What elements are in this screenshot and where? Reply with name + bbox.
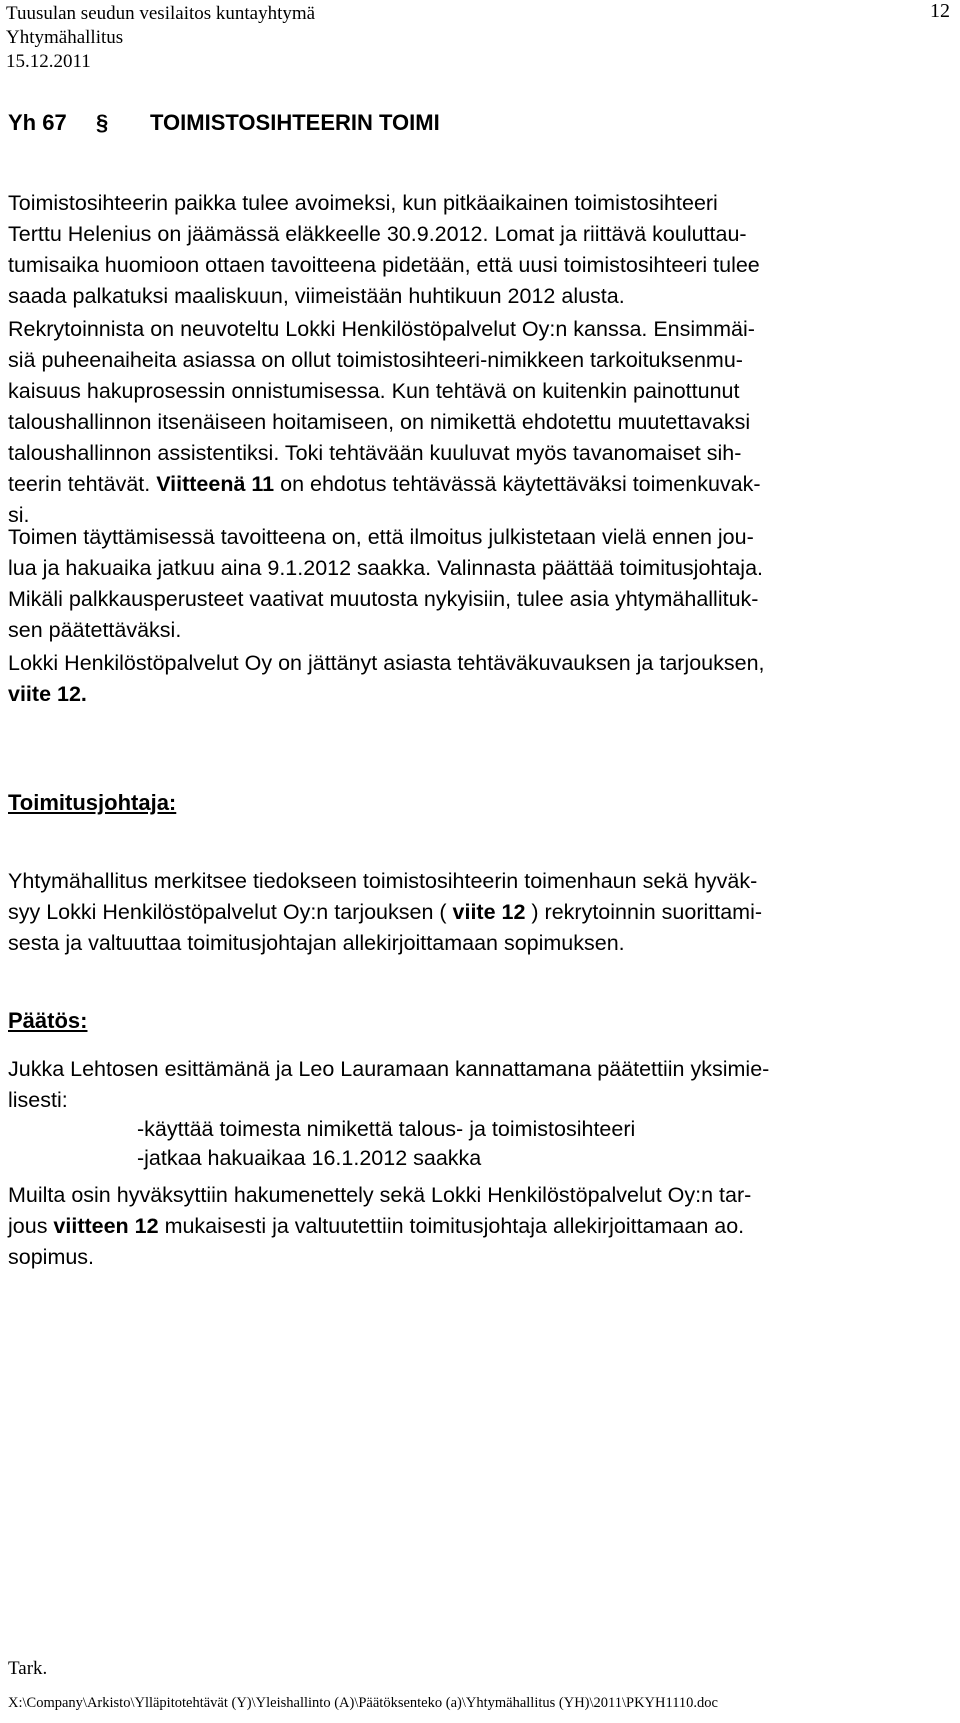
text-line (8, 469, 956, 500)
reference-viitteen-12: viitteen 12 (53, 1214, 159, 1238)
paatos-item-1: -käyttää toimesta nimikettä talous- ja toimistosihteeri (137, 1117, 636, 1141)
reference-viite-12: viite 12. (8, 682, 87, 706)
toimitusjohtaja-proposal (8, 866, 956, 959)
paragraph-2 (8, 314, 956, 531)
text-line: sopimus. (8, 1245, 95, 1269)
text-line: Mikäli palkkausperusteet vaativat muutosta nykyisiin, tulee asia yhtymähallituk- (8, 587, 759, 611)
paatos-final-paragraph (8, 1180, 956, 1273)
text-line: Muilta osin hyväksyttiin hakumenettely sekä Lokki Henkilöstöpalvelut Oy:n tar- (8, 1183, 752, 1207)
page-header (6, 2, 954, 74)
text-line: lisesti: (8, 1088, 68, 1112)
text-line: taloushallinnon itsenäiseen hoitamiseen, on nimikettä ehdotettu muutettavaksi (8, 410, 751, 434)
paatos-item-2: -jatkaa hakuaikaa 16.1.2012 saakka (137, 1146, 482, 1170)
text-run: on ehdotus tehtävässä käytettäväksi toimenkuvak- (274, 472, 761, 496)
section-title: TOIMISTOSIHTEERIN TOIMI (150, 110, 440, 135)
body-name: Yhtymähallitus (6, 27, 124, 48)
paragraph-1 (8, 188, 956, 312)
text-line: Lokki Henkilöstöpalvelut Oy on jättänyt asiasta tehtäväkuvauksen ja tarjouksen, (8, 651, 765, 675)
toimitusjohtaja-heading: Toimitusjohtaja: (8, 790, 177, 815)
page-number: 12 (930, 0, 950, 22)
text-run: syy Lokki Henkilöstöpalvelut Oy:n tarjouksen ( (8, 900, 453, 924)
text-line: kaisuus hakuprosessin onnistumisessa. Kun tehtävä on kuitenkin painottunut (8, 379, 740, 403)
file-path-footer: X:\Company\Arkisto\Ylläpitotehtävät (Y)\Yleishallinto (A)\Päätöksenteko (a)\Yhtymähallitus (YH)\2011\PKYH1110.doc (8, 1695, 718, 1711)
text-line: sesta ja valtuuttaa toimitusjohtajan allekirjoittamaan sopimuksen. (8, 931, 625, 955)
paatos-heading: Päätös: (8, 1008, 88, 1033)
text-line: Rekrytoinnista on neuvoteltu Lokki Henkilöstöpalvelut Oy:n kanssa. Ensimmäi- (8, 317, 755, 341)
text-run: ) rekrytoinnin suorittami- (525, 900, 763, 924)
text-run: teerin tehtävät. (8, 472, 157, 496)
text-line: Terttu Helenius on jäämässä eläkkeelle 30.9.2012. Lomat ja riittävä kouluttau- (8, 222, 747, 246)
paragraph-4 (8, 648, 956, 710)
text-line: taloushallinnon assistentiksi. Toki tehtävään kuuluvat myös tavanomaiset sih- (8, 441, 742, 465)
text-line: Toimen täyttämisessä tavoitteena on, että ilmoitus julkistetaan vielä ennen jou- (8, 525, 754, 549)
reference-viite-12: viite 12 (452, 900, 526, 924)
text-line: Jukka Lehtosen esittämänä ja Leo Lauramaan kannattamana päätettiin yksimie- (8, 1057, 770, 1081)
tark-label: Tark. (8, 1658, 48, 1679)
text-line: tumisaika huomioon ottaen tavoitteena pidetään, että uusi toimistosihteeri tulee (8, 253, 760, 277)
meeting-date: 15.12.2011 (6, 51, 91, 72)
text-run: jous (8, 1214, 54, 1238)
section-number: Yh 67 (8, 110, 67, 135)
section-symbol: § (96, 110, 109, 135)
text-run: mukaisesti ja valtuutettiin toimitusjohtaja allekirjoittamaan ao. (158, 1214, 745, 1238)
text-line: Toimistosihteerin paikka tulee avoimeksi, kun pitkäaikainen toimistosihteeri (8, 191, 718, 215)
text-line: Yhtymähallitus merkitsee tiedokseen toimistosihteerin toimenhaun sekä hyväk- (8, 869, 758, 893)
organization-name: Tuusulan seudun vesilaitos kuntayhtymä (6, 3, 316, 24)
text-line: lua ja hakuaika jatkuu aina 9.1.2012 saakka. Valinnasta päättää toimitusjohtaja. (8, 556, 763, 580)
text-line: siä puheenaiheita asiassa on ollut toimistosihteeri-nimikkeen tarkoituksenmu- (8, 348, 743, 372)
text-line: si. (8, 503, 30, 527)
text-line (8, 1211, 956, 1242)
text-line: saada palkatuksi maaliskuun, viimeistään huhtikuun 2012 alusta. (8, 284, 625, 308)
text-line (8, 897, 956, 928)
paragraph-3 (8, 522, 956, 646)
reference-viite-11: Viitteenä 11 (156, 472, 275, 496)
paatos-text (8, 1054, 956, 1116)
text-line: sen päätettäväksi. (8, 618, 182, 642)
